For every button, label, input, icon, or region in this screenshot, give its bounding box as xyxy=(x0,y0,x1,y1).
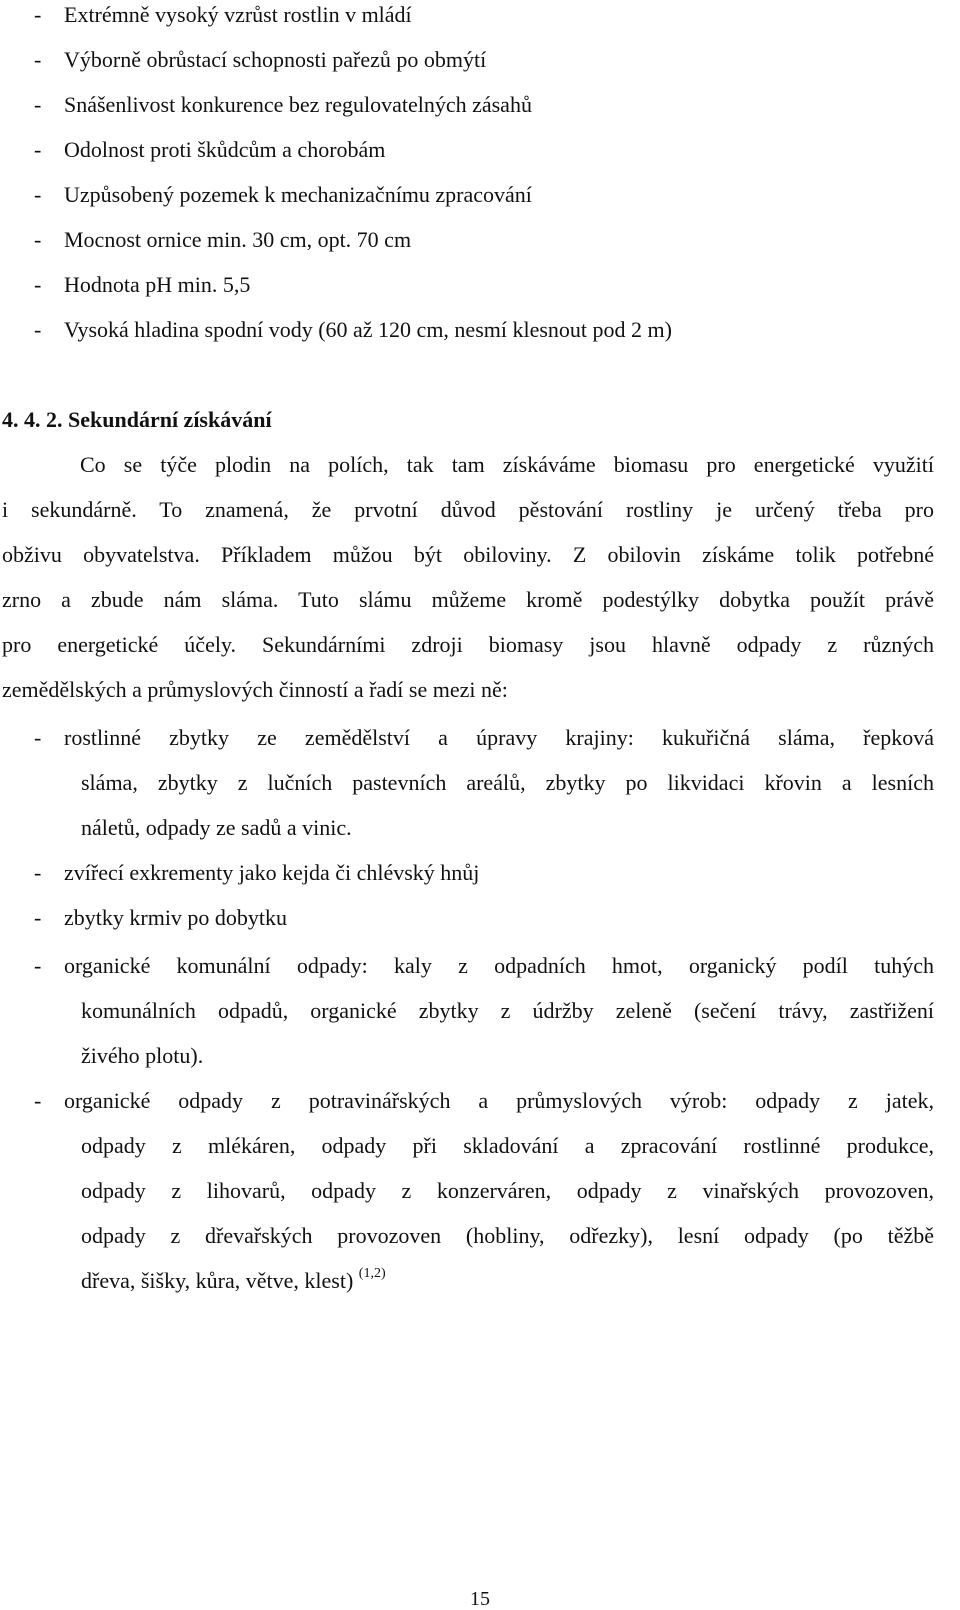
bullet-item: Uzpůsobený pozemek k mechanizačnímu zpracování xyxy=(64,182,532,207)
bullet-item-text: dřeva, šišky, kůra, větve, klest) xyxy=(81,1268,354,1293)
bullet-item: Mocnost ornice min. 30 cm, opt. 70 cm xyxy=(64,227,412,252)
paragraph-line: i sekundárně. To znamená, že prvotní důvod pěstování rostliny je určený třeba pro xyxy=(2,497,934,522)
bullet-item-line: komunálních odpadů, organické zbytky z údržby zeleně (sečení trávy, zastřižení xyxy=(81,998,934,1023)
bullet-dash: - xyxy=(34,317,42,342)
bullet-item-line: odpady z mlékáren, odpady při skladování a zpracování rostlinné produkce, xyxy=(81,1133,934,1158)
bullet-item-line: zvířecí exkrementy jako kejda či chlévský hnůj xyxy=(64,860,480,885)
bullet-item: Snášenlivost konkurence bez regulovatelných zásahů xyxy=(64,92,532,117)
bullet-item-line: živého plotu). xyxy=(81,1043,204,1068)
bullet-item-line: organické komunální odpady: kaly z odpadních hmot, organický podíl tuhých xyxy=(64,953,934,978)
bullet-dash: - xyxy=(34,905,42,930)
paragraph-line: Co se týče plodin na polích, tak tam získáváme biomasu pro energetické využití xyxy=(80,452,934,477)
page-number: 15 xyxy=(470,1588,490,1610)
bullet-dash: - xyxy=(34,182,42,207)
bullet-item-line: organické odpady z potravinářských a průmyslových výrob: odpady z jatek, xyxy=(64,1088,934,1113)
paragraph-line: zemědělských a průmyslových činností a řadí se mezi ně: xyxy=(2,677,508,702)
paragraph-line: obživu obyvatelstva. Příkladem můžou být obiloviny. Z obilovin získáme tolik potřebné xyxy=(2,542,934,567)
paragraph-line: pro energetické účely. Sekundárními zdroji biomasy jsou hlavně odpady z různých xyxy=(2,632,934,657)
bullet-item-line: náletů, odpady ze sadů a vinic. xyxy=(81,815,352,840)
bullet-item-last-line xyxy=(81,1266,386,1293)
section-heading: 4. 4. 2. Sekundární získávání xyxy=(2,407,272,432)
bullet-item-line: odpady z lihovarů, odpady z konzerváren, odpady z vinařských provozoven, xyxy=(81,1178,934,1203)
bullet-item: Odolnost proti škůdcům a chorobám xyxy=(64,137,386,162)
bullet-item: Extrémně vysoký vzrůst rostlin v mládí xyxy=(64,2,412,27)
bullet-dash: - xyxy=(34,953,42,978)
bullet-item: Výborně obrůstací schopnosti pařezů po obmýtí xyxy=(64,47,487,72)
bullet-item-line: zbytky krmiv po dobytku xyxy=(64,905,288,930)
bullet-dash: - xyxy=(34,1088,42,1113)
bullet-item: Hodnota pH min. 5,5 xyxy=(64,272,251,297)
bullet-dash: - xyxy=(34,47,42,72)
bullet-dash: - xyxy=(34,860,42,885)
bullet-item-line: rostlinné zbytky ze zemědělství a úpravy krajiny: kukuřičná sláma, řepková xyxy=(64,725,934,750)
bullet-item: Vysoká hladina spodní vody (60 až 120 cm, nesmí klesnout pod 2 m) xyxy=(64,317,672,342)
bullet-dash: - xyxy=(34,2,42,27)
bullet-item-line: odpady z dřevařských provozoven (hobliny, odřezky), lesní odpady (po těžbě xyxy=(81,1223,934,1248)
bullet-dash: - xyxy=(34,227,42,252)
bullet-dash: - xyxy=(34,272,42,297)
bullet-dash: - xyxy=(34,137,42,162)
bullet-dash: - xyxy=(34,92,42,117)
citation-marker: (1,2) xyxy=(358,1266,386,1281)
paragraph-line: zrno a zbude nám sláma. Tuto slámu můžeme kromě podestýlky dobytka použít právě xyxy=(2,587,934,612)
bullet-dash: - xyxy=(34,725,42,750)
bullet-item-line: sláma, zbytky z lučních pastevních areálů, zbytky po likvidaci křovin a lesních xyxy=(81,770,934,795)
